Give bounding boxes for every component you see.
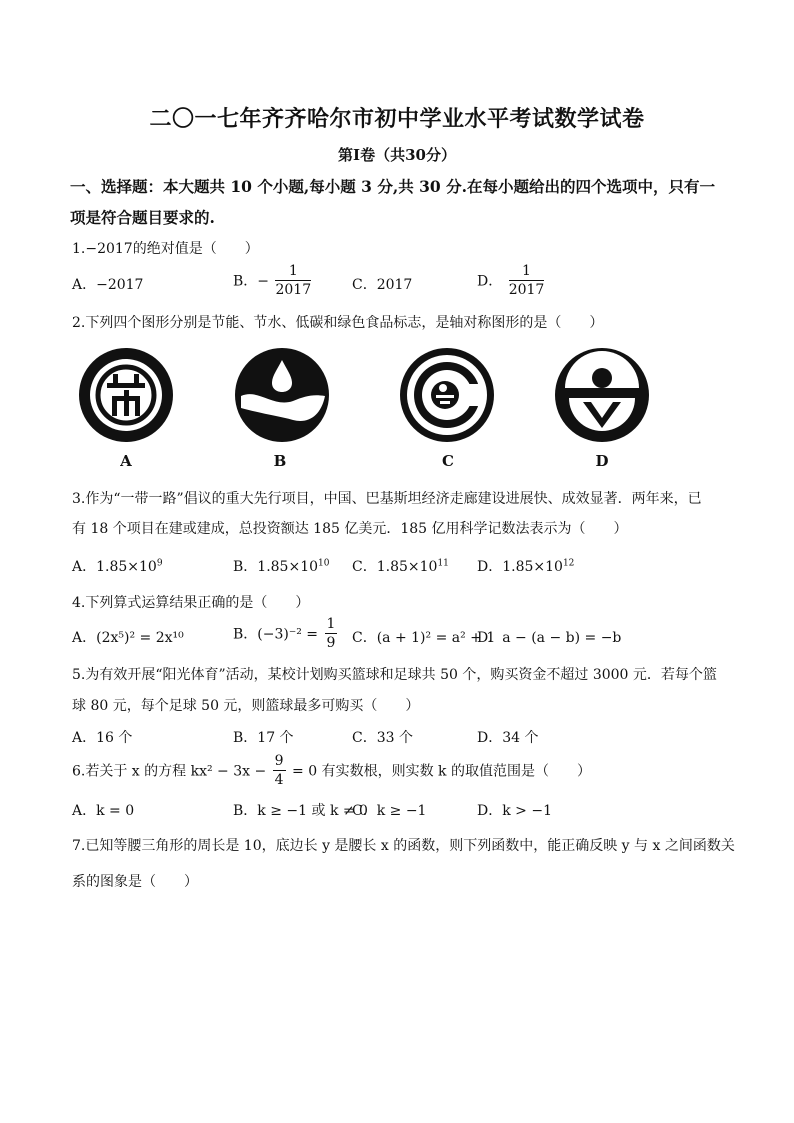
q4-option-b-denominator: 9: [326, 635, 336, 651]
q6-option-a: A．k = 0: [72, 803, 135, 819]
q6-stem: [72, 752, 591, 789]
q6-fraction: [273, 752, 286, 789]
logo-label-d: D: [595, 452, 609, 470]
q6-option-b: B．k ≥ −1 或 k ≠ 0: [233, 803, 368, 819]
q1-option-b-denominator: 2017: [275, 282, 312, 298]
logo-label-a: A: [120, 452, 132, 470]
logo-label-b: B: [273, 452, 287, 470]
q5-stem-line2: 球 80 元，每个足球 50 元，则篮球最多可购买（ ）: [72, 698, 420, 714]
q5-option-b: B．17 个: [233, 730, 294, 746]
q3-option-a-exponent: 9: [156, 558, 163, 569]
q6-denominator: 4: [274, 772, 284, 788]
q3-option-b-exponent: 10: [318, 558, 330, 569]
q6-option-c: C．k ≥ −1: [352, 803, 427, 819]
q1-stem: 1.−2017的绝对值是（ ）: [72, 241, 259, 257]
q6-stem-suffix: = 0 有实数根，则实数 k 的取值范围是（ ）: [292, 763, 591, 780]
q6-numerator: 9: [274, 753, 284, 769]
q3-option-c-base: C．1.85×10: [352, 559, 438, 575]
q1-option-d-fraction: [509, 262, 545, 299]
q6-option-d: D．k > −1: [477, 803, 552, 819]
q7-stem-line2: 系的图象是（ ）: [72, 874, 198, 890]
q3-option-a-base: A．1.85×10: [72, 559, 157, 575]
q1-option-b: [233, 262, 313, 299]
section-heading-line1: 一、选择题：本大题共 10 个小题,每小题 3 分,共 30 分.在每小题给出的四个选项中，只有一: [70, 177, 715, 196]
q3-option-b: [233, 556, 329, 576]
low-carbon-logo-icon: [398, 346, 496, 444]
q1-option-d: [477, 262, 546, 299]
q3-stem-line1: 3.作为“一带一路”倡议的重大先行项目，中国、巴基斯坦经济走廊建设进展快、成效显著．两年来，已: [72, 491, 702, 507]
q3-option-d-exponent: 12: [562, 558, 575, 569]
q3-option-b-base: B．1.85×10: [233, 559, 319, 575]
q3-stem-line2: 有 18 个项目在建或建成，总投资额达 185 亿美元．185 亿用科学记数法表示为（ ）: [72, 521, 628, 537]
q4-option-b-prefix: B．(−3)⁻² =: [233, 626, 319, 643]
section-heading-line2: 项是符合题目要求的.: [70, 208, 215, 227]
part-title: 第Ⅰ卷（共30分）: [338, 146, 456, 164]
q1-option-d-numerator: 1: [509, 262, 545, 281]
q1-option-a: A．−2017: [72, 277, 144, 293]
q4-option-b: [233, 615, 339, 652]
q4-option-b-numerator: 1: [326, 616, 336, 632]
q5-stem-line1: 5.为有效开展“阳光体育”活动，某校计划购买篮球和足球共 50 个，购买资金不超过 3000 元．若每个篮: [72, 667, 717, 683]
q3-option-a: [72, 556, 163, 576]
q3-option-c-exponent: 11: [437, 558, 449, 569]
q4-option-d: D．a − (a − b) = −b: [477, 630, 622, 646]
q4-option-c: C．(a + 1)² = a² + 1: [352, 630, 496, 646]
q7-stem-line1: 7.已知等腰三角形的周长是 10，底边长 y 是腰长 x 的函数，则下列函数中，能正确反映 y 与 x 之间函数关: [72, 838, 735, 854]
q1-option-b-numerator: 1: [275, 262, 311, 281]
exam-title: 二〇一七年齐齐哈尔市初中学业水平考试数学试卷: [149, 106, 645, 132]
q1-option-d-prefix: D．: [477, 273, 503, 290]
q1-option-c: C．2017: [352, 277, 413, 293]
q4-option-a: A．(2x⁵)² = 2x¹⁰: [72, 630, 184, 646]
q6-stem-prefix: 6.若关于 x 的方程 kx² − 3x −: [72, 763, 267, 780]
q1-option-b-fraction: [275, 262, 311, 299]
energy-saving-logo-icon: [77, 346, 175, 444]
q5-option-d: D．34 个: [477, 730, 539, 746]
q1-option-b-prefix: B．−: [233, 273, 270, 290]
green-food-logo-icon: [553, 346, 651, 444]
q3-option-c: [352, 556, 449, 576]
q5-option-a: A．16 个: [72, 730, 133, 746]
q3-option-d: [477, 556, 574, 576]
q5-option-c: C．33 个: [352, 730, 413, 746]
q3-option-d-base: D．1.85×10: [477, 559, 563, 575]
water-saving-logo-icon: [233, 346, 331, 444]
q1-option-d-denominator: 2017: [508, 282, 545, 298]
logo-label-c: C: [442, 452, 454, 470]
q2-stem: 2.下列四个图形分别是节能、节水、低碳和绿色食品标志，是轴对称图形的是（ ）: [72, 315, 604, 331]
q4-option-b-fraction: [325, 615, 338, 652]
q4-stem: 4.下列算式运算结果正确的是（ ）: [72, 595, 310, 611]
